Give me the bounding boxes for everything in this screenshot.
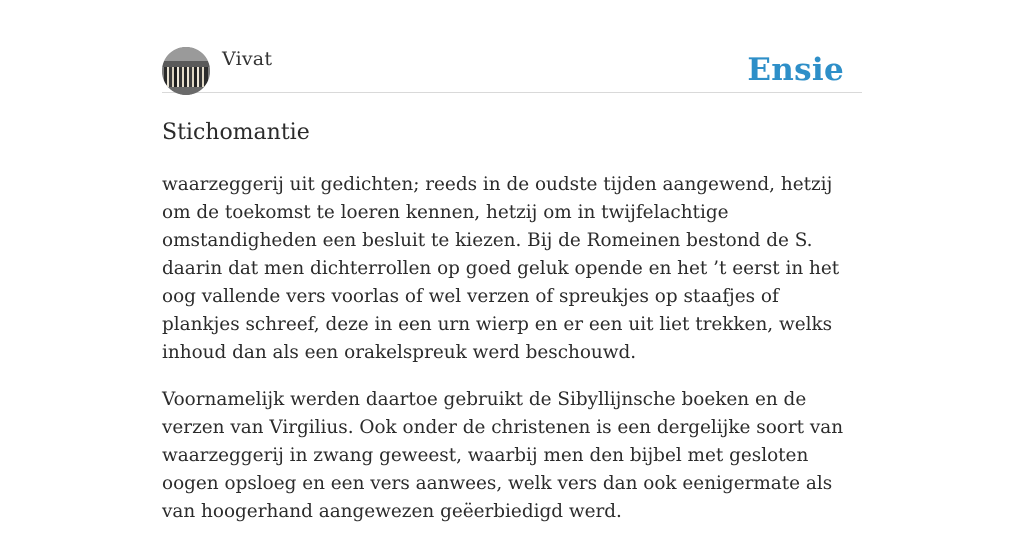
entry-title: Stichomantie [162, 120, 310, 145]
bookshelf-avatar-icon[interactable] [162, 47, 210, 95]
entry-body [162, 171, 862, 526]
entry-header [162, 44, 862, 93]
author-name[interactable]: Vivat [222, 48, 273, 70]
entry-card [162, 44, 862, 545]
entry-paragraph: waarzeggerij uit gedichten; reeds in de oudste tijden aangewend, hetzij om de toekomst te loeren kennen, hetzij om in twijfelachtige omstandigheden een besluit te kiezen. Bij de Romeinen bestond de S. daarin dat men dichterrollen op goed geluk opende en het ’t eerst in het oog vallende vers voorlas of wel verzen of spreukjes op staafjes of plankjes schreef, deze in een urn wierp en er een uit liet trekken, welks inhoud dan als een orakelspreuk werd beschouwd. [162, 174, 840, 363]
entry-paragraph: Voornamelijk werden daartoe gebruikt de Sibyllijnsche boeken en de verzen van Virgilius. Ook onder de christenen is een dergelijke soort van waarzeggerij in zwang geweest, waarbij men den bijbel met gesloten oogen opsloeg en een vers aanwees, welk vers dan ook eenigermate als van hoogerhand aangewezen geëerbiedigd werd. [162, 389, 844, 522]
ensie-logo[interactable]: Ensie [747, 52, 844, 88]
